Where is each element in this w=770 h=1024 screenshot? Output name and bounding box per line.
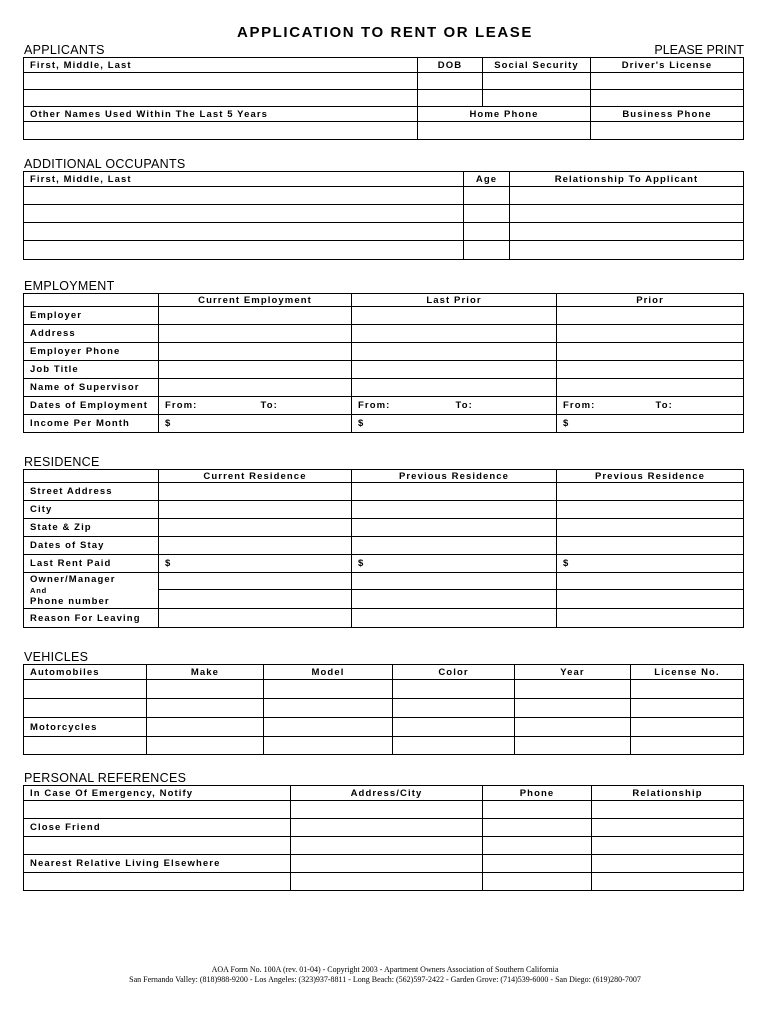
city-field[interactable] (352, 501, 557, 519)
header-year: Year (515, 665, 631, 680)
state-zip-field[interactable] (159, 519, 352, 537)
occupant-age-field[interactable] (464, 205, 510, 223)
row-label: Income Per Month (24, 415, 159, 433)
employer-field[interactable] (557, 307, 744, 325)
footer-contact-numbers: San Fernando Valley: (818)988-9200 - Los Angeles: (323)937-8811 - Long Beach: (562)597-2422 - Garden Grove: (714)539-6000 - San Diego: (619)280-7007 (129, 975, 641, 984)
row-label: Job Title (24, 361, 159, 379)
header-prior: Prior (557, 294, 744, 307)
model-field[interactable] (264, 680, 393, 699)
applicant-ssn-field-1[interactable] (483, 73, 591, 90)
occupant-name-field[interactable] (24, 241, 464, 260)
moto-field[interactable] (24, 737, 147, 755)
license-field[interactable] (631, 737, 744, 755)
street-field[interactable] (159, 483, 352, 501)
header-color: Color (393, 665, 515, 680)
model-field[interactable] (264, 737, 393, 755)
owner-phone-field[interactable] (352, 590, 557, 609)
occupant-name-field[interactable] (24, 187, 464, 205)
ref-relationship-field[interactable] (592, 837, 744, 855)
income-field[interactable]: $ (557, 415, 744, 433)
header-model: Model (264, 665, 393, 680)
income-field[interactable]: $ (352, 415, 557, 433)
occupant-relationship-field[interactable] (510, 241, 744, 260)
street-field[interactable] (557, 483, 744, 501)
header-social-security: Social Security (483, 58, 591, 73)
row-label: Employer (24, 307, 159, 325)
header-age: Age (464, 172, 510, 187)
ref-address-field[interactable] (291, 873, 483, 891)
applicant-ssn-field-2[interactable] (483, 90, 591, 107)
ref-relationship-field[interactable] (592, 873, 744, 891)
job-title-field[interactable] (557, 361, 744, 379)
ref-relationship-field[interactable] (592, 855, 744, 873)
make-field[interactable] (147, 680, 264, 699)
owner-manager-label: Owner/Manager And Phone number (24, 573, 159, 609)
row-label: Name of Supervisor (24, 379, 159, 397)
header-current-residence: Current Residence (159, 470, 352, 483)
employer-phone-field[interactable] (557, 343, 744, 361)
to-label[interactable]: To: (255, 397, 352, 415)
occupant-age-field[interactable] (464, 223, 510, 241)
occupant-relationship-field[interactable] (510, 223, 744, 241)
header-phone: Phone (483, 786, 592, 801)
city-field[interactable] (557, 501, 744, 519)
employer-phone-field[interactable] (159, 343, 352, 361)
year-field[interactable] (515, 680, 631, 699)
color-field[interactable] (393, 680, 515, 699)
year-field[interactable] (515, 718, 631, 737)
ref-address-field[interactable] (291, 819, 483, 837)
section-occupants-heading: ADDITIONAL OCCUPANTS (24, 157, 186, 171)
header-previous-residence: Previous Residence (557, 470, 744, 483)
owner-phone-field[interactable] (159, 590, 352, 609)
color-field[interactable] (393, 737, 515, 755)
header-automobiles: Automobiles (24, 665, 147, 680)
home-phone-field[interactable] (418, 122, 591, 140)
emergency-name-field[interactable] (24, 801, 291, 819)
from-label[interactable]: From: (159, 397, 255, 415)
rent-field[interactable]: $ (159, 555, 352, 573)
city-field[interactable] (159, 501, 352, 519)
row-label: Street Address (24, 483, 159, 501)
header-make: Make (147, 665, 264, 680)
to-label[interactable]: To: (650, 397, 744, 415)
ref-relationship-field[interactable] (592, 801, 744, 819)
ref-phone-field[interactable] (483, 873, 592, 891)
footer-form-number: AOA Form No. 100A (rev. 01-04) - Copyright 2003 - Apartment Owners Association of Southern California (211, 965, 559, 974)
header-business-phone: Business Phone (591, 107, 744, 122)
model-field[interactable] (264, 718, 393, 737)
state-zip-field[interactable] (557, 519, 744, 537)
license-field[interactable] (631, 680, 744, 699)
occupant-age-field[interactable] (464, 241, 510, 260)
address-field[interactable] (557, 325, 744, 343)
business-phone-field[interactable] (591, 122, 744, 140)
ref-address-field[interactable] (291, 837, 483, 855)
auto-field[interactable] (24, 699, 147, 718)
make-field[interactable] (147, 737, 264, 755)
header-other-names: Other Names Used Within The Last 5 Years (24, 107, 418, 122)
employment-table (23, 293, 744, 433)
street-field[interactable] (352, 483, 557, 501)
header-license: License No. (631, 665, 744, 680)
reason-field[interactable] (159, 609, 352, 628)
dates-of-stay-field[interactable] (557, 537, 744, 555)
header-dob: DOB (418, 58, 483, 73)
occupant-relationship-field[interactable] (510, 187, 744, 205)
row-label: Dates of Stay (24, 537, 159, 555)
residence-table (23, 469, 744, 628)
model-field[interactable] (264, 699, 393, 718)
ref-address-field[interactable] (291, 801, 483, 819)
header-relationship: Relationship To Applicant (510, 172, 744, 187)
make-field[interactable] (147, 718, 264, 737)
form-title: APPLICATION TO RENT OR LEASE (237, 24, 533, 41)
address-field[interactable] (159, 325, 352, 343)
color-field[interactable] (393, 718, 515, 737)
ref-phone-field[interactable] (483, 819, 592, 837)
ref-relationship-field[interactable] (592, 819, 744, 837)
header-previous-residence: Previous Residence (352, 470, 557, 483)
row-label: Last Rent Paid (24, 555, 159, 573)
nearest-relative-field[interactable] (24, 873, 291, 891)
applicant-name-field-2[interactable] (24, 90, 418, 107)
header-applicant-name: First, Middle, Last (24, 58, 418, 73)
owner-field[interactable] (159, 573, 352, 590)
make-field[interactable] (147, 699, 264, 718)
applicant-name-field-1[interactable] (24, 73, 418, 90)
header-address-city: Address/City (291, 786, 483, 801)
occupant-name-field[interactable] (24, 223, 464, 241)
license-field[interactable] (631, 699, 744, 718)
reason-field[interactable] (557, 609, 744, 628)
ref-phone-field[interactable] (483, 855, 592, 873)
motorcycles-label: Motorcycles (24, 718, 147, 737)
supervisor-field[interactable] (557, 379, 744, 397)
vehicles-table (23, 664, 744, 755)
employer-field[interactable] (159, 307, 352, 325)
row-label: Dates of Employment (24, 397, 159, 415)
applicants-contact-table (23, 106, 744, 140)
header-home-phone: Home Phone (418, 107, 591, 122)
section-applicants-heading: APPLICANTS (24, 43, 105, 57)
from-label[interactable]: From: (352, 397, 450, 415)
close-friend-label: Close Friend (24, 819, 291, 837)
applicant-dl-field-1[interactable] (591, 73, 744, 90)
job-title-field[interactable] (352, 361, 557, 379)
other-names-field[interactable] (24, 122, 418, 140)
to-label[interactable]: To: (450, 397, 557, 415)
owner-field[interactable] (557, 573, 744, 590)
please-print-note: PLEASE PRINT (654, 43, 744, 57)
applicant-dob-field-1[interactable] (418, 73, 483, 90)
close-friend-field[interactable] (24, 837, 291, 855)
row-label: State & Zip (24, 519, 159, 537)
occupant-name-field[interactable] (24, 205, 464, 223)
owner-phone-field[interactable] (557, 590, 744, 609)
header-last-prior: Last Prior (352, 294, 557, 307)
applicant-dob-field-2[interactable] (418, 90, 483, 107)
ref-phone-field[interactable] (483, 801, 592, 819)
ref-phone-field[interactable] (483, 837, 592, 855)
section-references-heading: PERSONAL REFERENCES (24, 771, 187, 785)
ref-address-field[interactable] (291, 855, 483, 873)
section-residence-heading: RESIDENCE (24, 455, 100, 469)
employer-phone-field[interactable] (352, 343, 557, 361)
rent-field[interactable]: $ (557, 555, 744, 573)
applicant-dl-field-2[interactable] (591, 90, 744, 107)
reason-field[interactable] (352, 609, 557, 628)
header-current-employment: Current Employment (159, 294, 352, 307)
section-vehicles-heading: VEHICLES (24, 650, 89, 664)
header-relationship: Relationship (592, 786, 744, 801)
job-title-field[interactable] (159, 361, 352, 379)
from-label[interactable]: From: (557, 397, 650, 415)
year-field[interactable] (515, 699, 631, 718)
references-table (23, 785, 744, 891)
occupant-relationship-field[interactable] (510, 205, 744, 223)
row-label: Employer Phone (24, 343, 159, 361)
occupants-table (23, 171, 744, 260)
auto-field[interactable] (24, 680, 147, 699)
dates-of-stay-field[interactable] (159, 537, 352, 555)
color-field[interactable] (393, 699, 515, 718)
rent-field[interactable]: $ (352, 555, 557, 573)
header-occupant-name: First, Middle, Last (24, 172, 464, 187)
row-label: Address (24, 325, 159, 343)
year-field[interactable] (515, 737, 631, 755)
row-label: City (24, 501, 159, 519)
license-field[interactable] (631, 718, 744, 737)
address-field[interactable] (352, 325, 557, 343)
row-label: Reason For Leaving (24, 609, 159, 628)
occupant-age-field[interactable] (464, 187, 510, 205)
section-employment-heading: EMPLOYMENT (24, 279, 115, 293)
supervisor-field[interactable] (352, 379, 557, 397)
dates-of-stay-field[interactable] (352, 537, 557, 555)
supervisor-field[interactable] (159, 379, 352, 397)
header-emergency: In Case Of Emergency, Notify (24, 786, 291, 801)
state-zip-field[interactable] (352, 519, 557, 537)
header-drivers-license: Driver's License (591, 58, 744, 73)
employer-field[interactable] (352, 307, 557, 325)
owner-field[interactable] (352, 573, 557, 590)
nearest-relative-label: Nearest Relative Living Elsewhere (24, 855, 291, 873)
applicants-table (23, 57, 744, 107)
income-field[interactable]: $ (159, 415, 352, 433)
